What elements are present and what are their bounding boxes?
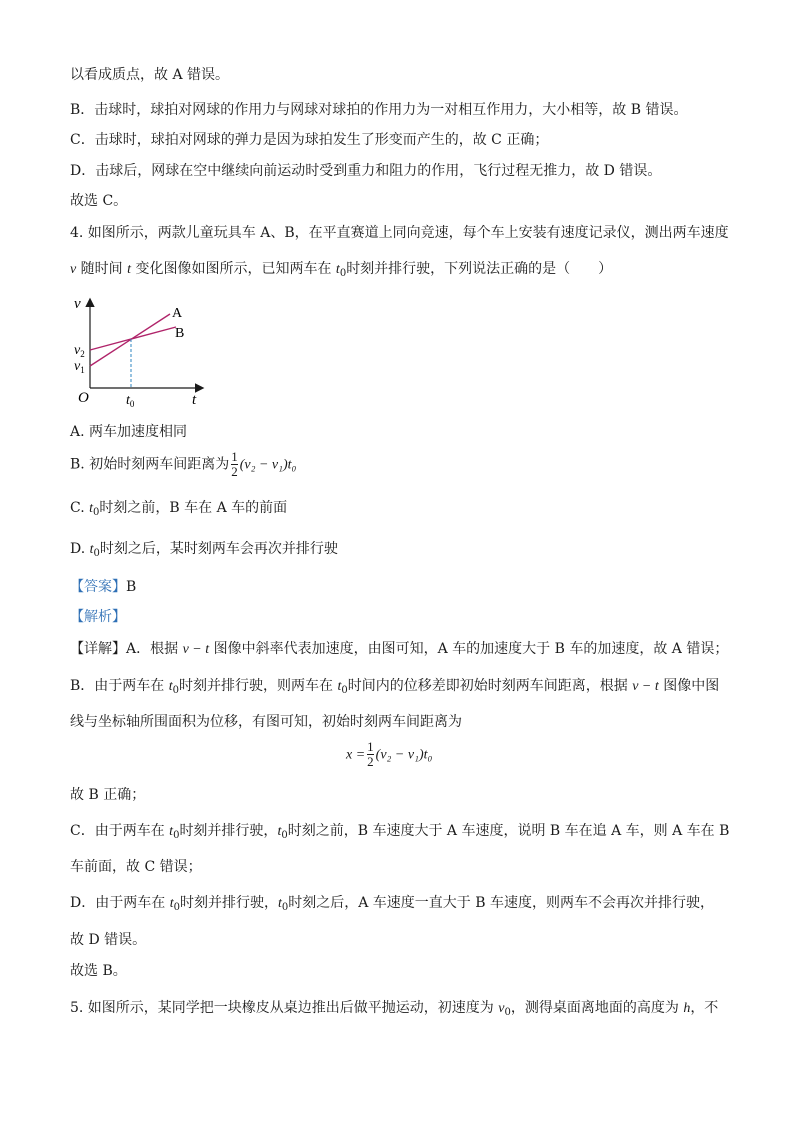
v2-label: $v_2$ xyxy=(74,343,85,359)
question-5-stem: 5. 如图所示，某同学把一块橡皮从桌边推出后做平抛运动，初速度为 $v_0$，测得桌面离地面的高度为 h，不 xyxy=(70,1000,719,1018)
fraction: $\frac{1}{2}$ xyxy=(367,739,374,769)
text-line: D．击球后，网球在空中继续向前运动时受到重力和阻力的作用，飞行过程无推力，故 D 错误。 xyxy=(70,163,662,179)
option-a: A. 两车加速度相同 xyxy=(70,424,188,440)
question-4-stem-2: v 随时间 t 变化图像如图所示，已知两车在 $t_0$时刻并排行驶，下列说法正确的是（ ） xyxy=(70,261,613,279)
y-axis-label: v xyxy=(74,296,81,312)
formula: x = $\frac{1}{2}$ (v₂ − v₁)t₀ xyxy=(346,739,433,769)
detail-line-8: 故 D 错误。 xyxy=(70,932,147,948)
question-4-stem: 4. 如图所示，两款儿童玩具车 A、B，在平直赛道上同向竞速，每个车上安装有速度记录仪，测出两车速度 xyxy=(70,225,729,241)
line-a-label: A xyxy=(172,306,183,321)
fraction: $\frac{1}{2}$ xyxy=(231,449,238,479)
detail-line-5: C．由于两车在 $t_0$时刻并排行驶，$t_0$时刻之前，B 车速度大于 A 车速度，说明 B 车在追 A 车，则 A 车在 B xyxy=(70,823,730,841)
detail-line-6: 车前面，故 C 错误； xyxy=(70,859,202,875)
detail-line-2: B．由于两车在 $t_0$时刻并排行驶，则两车在 $t_0$时间内的位移差即初始时刻两车间距离，根据 v − t 图像中图 xyxy=(70,678,720,696)
answer: 【答案】B xyxy=(70,579,137,595)
origin-label: O xyxy=(78,390,89,406)
detail-line-7: D．由于两车在 $t_0$时刻并排行驶，$t_0$时刻之后，A 车速度一直大于 B 车速度，则两车不会再次并排行驶， xyxy=(70,895,714,913)
option-d: D. $t_0$时刻之后，某时刻两车会再次并排行驶 xyxy=(70,541,338,559)
detail-line-9: 故选 B。 xyxy=(70,963,127,979)
v1-label: $v_1$ xyxy=(74,359,85,375)
text-line: 以看成质点，故 A 错误。 xyxy=(70,67,230,83)
t0-label: $t_0$ xyxy=(126,393,135,409)
text-line: B．击球时，球拍对网球的作用力与网球对球拍的作用力为一对相互作用力，大小相等，故 B 错误。 xyxy=(70,102,688,118)
detail-line-4: 故 B 正确； xyxy=(70,787,146,803)
option-b: B. 初始时刻两车间距离为 $\frac{1}{2}$ (v₂ − v₁)t₀ xyxy=(70,449,297,479)
text-line: 故选 C。 xyxy=(70,193,128,209)
detail-line-1: 【详解】A．根据 v − t 图像中斜率代表加速度，由图可知，A 车的加速度大于 B 车的加速度，故 A 错误； xyxy=(70,641,729,657)
line-b-label: B xyxy=(175,326,185,341)
x-axis-label: t xyxy=(192,392,197,408)
analysis-heading: 【解析】 xyxy=(70,609,126,625)
line-b xyxy=(90,327,176,350)
vt-graph xyxy=(68,292,218,412)
option-c: C. $t_0$时刻之前，B 车在 A 车的前面 xyxy=(70,500,288,518)
detail-line-3: 线与坐标轴所围面积为位移，有图可知，初始时刻两车间距离为 xyxy=(70,714,462,730)
text-line: C．击球时，球拍对网球的弹力是因为球拍发生了形变而产生的，故 C 正确； xyxy=(70,132,549,148)
